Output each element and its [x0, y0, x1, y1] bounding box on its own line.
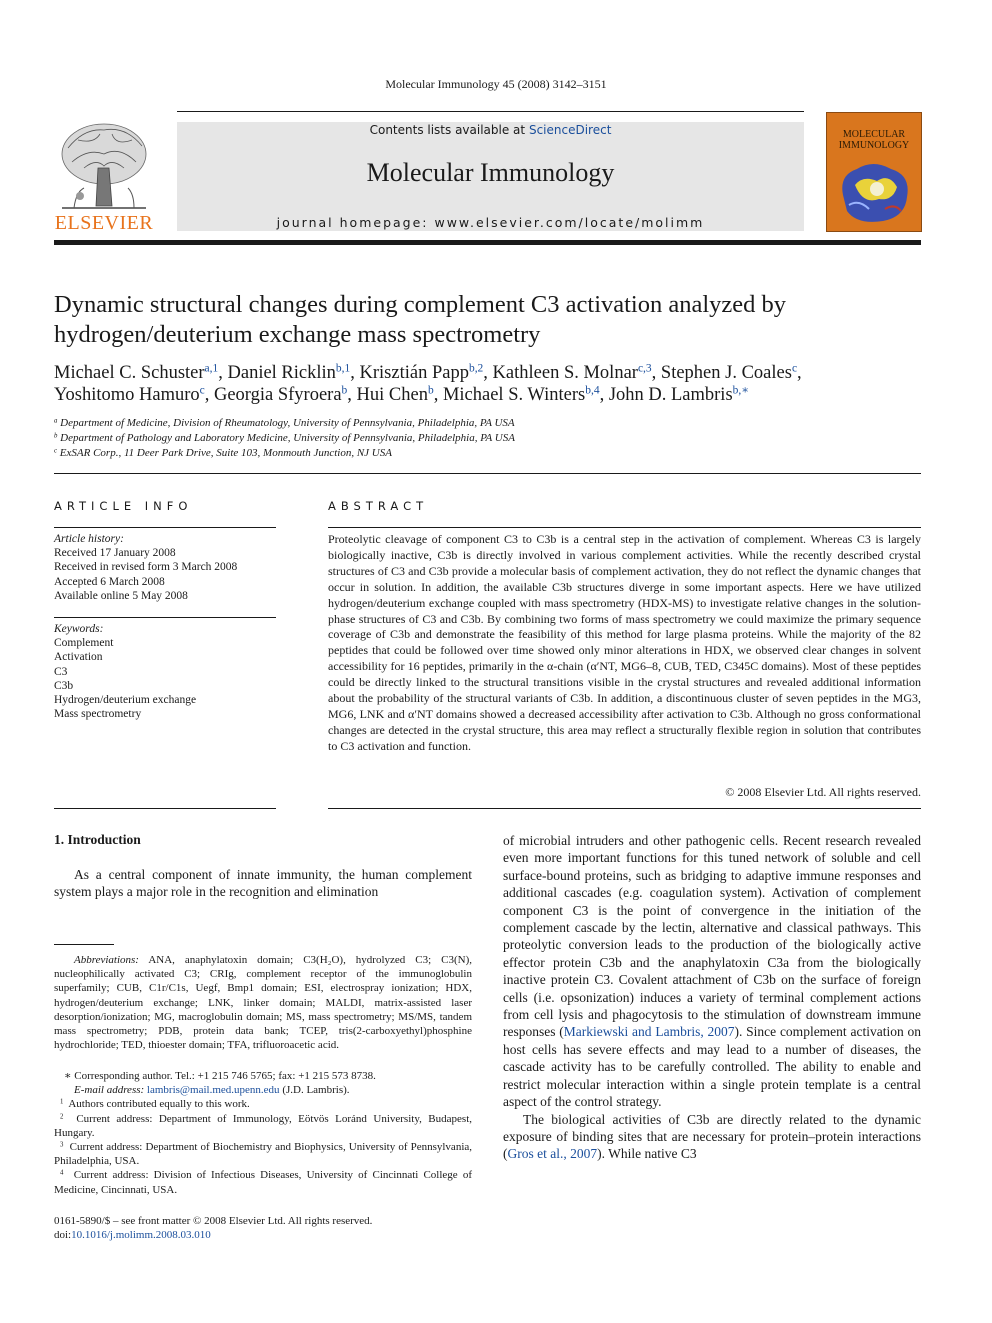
author-affiliation-marker[interactable]: b	[427, 384, 434, 397]
affiliation-rule	[54, 473, 921, 474]
author: Daniel Ricklin$^{b,1}$,	[227, 362, 360, 383]
author-affiliation-marker[interactable]: c	[791, 362, 798, 375]
introduction-para-3: The biological activities of C3b are directly related to the dynamic exposure of binding sites that are necessary for protein–protein interactions (Gros et al., 2007). While native C3	[503, 1111, 921, 1162]
history-received: Received 17 January 2008	[54, 547, 176, 560]
contents-line	[177, 123, 804, 137]
history-accepted: Accepted 6 March 2008	[54, 575, 165, 588]
abbreviations-label: Abbreviations:	[74, 954, 139, 966]
author-name: Kathleen S. Molnar	[492, 363, 638, 383]
title-line-1: Dynamic structural changes during complement C3 activation analyzed by	[54, 291, 787, 318]
author: Michael C. Schuster$^{a,1}$,	[54, 362, 228, 383]
author-name: Stephen J. Coales	[660, 363, 792, 383]
sciencedirect-link[interactable]: ScienceDirect	[528, 123, 612, 137]
issn-line: 0161-5890/$ – see front matter © 2008 Elsevier Ltd. All rights reserved.	[54, 1215, 373, 1227]
masthead-box	[177, 122, 804, 231]
author: Krisztián Papp$^{b,2}$,	[359, 362, 493, 383]
author-name: Michael C. Schuster	[54, 363, 205, 383]
article-title	[54, 290, 924, 350]
keywords-label: Keywords:	[54, 623, 104, 635]
cover-title-line2: IMMUNOLOGY	[838, 140, 910, 151]
author-name: John D. Lambris	[608, 385, 733, 405]
footnote-3: $^3$ Current address: Department of Biochemistry and Biophysics, University of Pennsylvania, Philadelphia, USA.	[54, 1141, 473, 1168]
author: Stephen J. Coales$^c$,	[660, 362, 802, 383]
masthead-thick-rule	[54, 240, 921, 245]
footnote-1: $^1$ Authors contributed equally to this work.	[60, 1098, 250, 1111]
keyword: Activation	[54, 651, 103, 664]
author-list	[54, 362, 924, 406]
abbreviations-footnote	[54, 953, 472, 1052]
abbreviations-text: ANA, anaphylatoxin domain; C3(H₂O), hydrolyzed C3; C3(N), nucleophilically activated C3; CRIg, complement receptor of the immunoglobulin superfamily; CUB, C1r/C1s, Uegf, Bmp1 domain; ESI, electrospray ionization; HDX, hydrogen/deuterium exchange; LNK, linker domain; MALDI, matrix-assisted laser desorption/ionization; MG, macroglobulin domain; MS, mass spectrometry; MS/MS, tandem mass spectrometry; PDB, protein data bank; TCEP, tris(2-carboxyethyl)phosphine hydrochloride; TED, thioester domain; TFA, trifluoroacetic acid.	[54, 954, 472, 1052]
author	[609, 385, 749, 405]
affiliation-c: $^c$ ExSAR Corp., 11 Deer Park Drive, Suite 103, Monmouth Junction, NJ USA	[54, 447, 392, 459]
footnote-rule	[54, 944, 114, 945]
author-footnotes	[54, 1069, 472, 1197]
affiliation-b: $^b$ Department of Pathology and Laboratory Medicine, University of Pennsylvania, Philadelphia, PA USA	[54, 432, 515, 444]
history-online: Available online 5 May 2008	[54, 589, 188, 602]
author-name: Daniel Ricklin	[227, 363, 336, 383]
cover-title	[827, 129, 921, 151]
email-link[interactable]: lambris@mail.med.upenn.edu	[146, 1084, 280, 1097]
article-info-rule-1	[54, 527, 276, 528]
journal-title: Molecular Immunology	[366, 158, 615, 187]
abstract-rule-bottom	[328, 808, 921, 809]
keyword: C3	[54, 665, 68, 678]
introduction-para-2: of microbial intruders and other pathogenic cells. Recent research revealed even more important functions for this tuned network of soluble and cell surface-bound proteins, such as bridging to adaptive immune responses and additional cascades (e.g. coagulation system). Activation of complement component C3 is the point of convergence in the initiation of the complement cascade by the lectin, alternative and classical pathways. This proteolytic conversion leads to the production of the biologically active effector protein C3b and the anaphylatoxin C3a from the biologically inactive protein C3. Covalent attachment of C3b on the surface of foreign cells (i.e. opsonization) induces a variety of terminal complement actions from cell lysis and phagocytosis to the stimulation of downstream immune responses (Markiewski and Lambris, 2007). Since complement activation on host cells has severe effects and may lead to a number of diseases, the cascade activity has to be carefully controlled. The ability to enable and restrict molecular interaction within a single protein template is a central aspect of the control strategy.	[503, 833, 921, 1110]
author-affiliation-marker[interactable]: b,1	[335, 362, 351, 375]
keyword: Hydrogen/deuterium exchange	[54, 694, 197, 707]
abstract-text: Proteolytic cleavage of component C3 to C3b is a central step in the activation of complement. Whereas C3 is largely biologically inactive, C3b is directly involved in various complement activities. While the recently described crystal structures of C3 and C3b provide a molecular basis of complement activation, they do not reflect the dynamic changes that occur in solution. In addition, the available C3b structures diverge in some important aspects. Here we have utilized hydrogen/deuterium exchange coupled with mass spectrometry (HDX-MS) to investigate relative changes in the solution-phase structures of C3 and C3b. By combining two forms of mass spectrometry we could maximize the primary sequence coverage of C3b and demonstrate the feasibility of this method for large plasma proteins. While the majority of the 82 peptides that could be followed over time showed only minor alterations in HDX, we observed clear changes in solvent accessibility for 16 peptides, primarily in the α-chain (α′NT, MG6–8, CUB, TED, C345C domains). Most of these peptides could be directly linked to the structural transitions visible in the crystal structures and revealed additional information about the probability of the structural variants of C3b. In addition, a discontinuous cluster of seven peptides in the MG3, MG6, LNK and α′NT domains showed a decreased accessibility after activation to C3b. Although no gross conformational changes are detected in the crystal structure, this area may reflect a structurally flexible region in solution that contributes to C3 activation and function.	[328, 532, 921, 753]
author-affiliation-marker[interactable]: c	[199, 384, 205, 397]
affiliations	[54, 416, 924, 461]
journal-cover	[826, 112, 922, 232]
introduction-right-column	[503, 832, 921, 1163]
history-label: Article history:	[54, 533, 124, 545]
author-line-2	[54, 384, 924, 406]
title-line-2: hydrogen/deuterium exchange mass spectrometry	[54, 321, 541, 348]
author-affiliation-marker[interactable]: b,4	[585, 384, 600, 397]
article-info-rule-3	[54, 808, 276, 809]
author-line-1	[54, 362, 924, 384]
author-name: Georgia Sfyroera	[213, 385, 342, 405]
publication-info	[54, 1214, 472, 1242]
corresponding-note: ∗ Corresponding author. Tel.: +1 215 746 5765; fax: +1 215 573 8738.	[64, 1070, 376, 1082]
author-affiliation-marker[interactable]: c,3	[637, 362, 652, 375]
author-affiliation-marker[interactable]: b,∗	[732, 384, 750, 397]
author-name: Krisztián Papp	[359, 363, 469, 383]
cover-protein-image-icon	[833, 155, 915, 227]
footnote-4: $^4$ Current address: Division of Infectious Diseases, University of Cincinnati College of Medicine, Cincinnati, USA.	[54, 1169, 472, 1196]
introduction-para-1: As a central component of innate immunity, the human complement system plays a major role in the recognition and elimination	[54, 867, 472, 900]
header-rule	[177, 111, 804, 112]
journal-homepage[interactable]: journal homepage: www.elsevier.com/locate/molimm	[276, 215, 705, 230]
article-info-heading: ARTICLE INFO	[54, 499, 193, 513]
author-affiliation-marker[interactable]: a,1	[204, 362, 219, 375]
author-affiliation-marker[interactable]: b	[341, 384, 348, 397]
author-name: Hui Chen	[356, 385, 428, 405]
doi-line: doi:10.1016/j.molimm.2008.03.010	[54, 1229, 211, 1242]
elsevier-tree-icon	[54, 118, 154, 214]
article-history	[54, 532, 276, 603]
copyright-notice: © 2008 Elsevier Ltd. All rights reserved.	[725, 785, 921, 799]
keyword: C3b	[54, 679, 74, 692]
keyword: Mass spectrometry	[54, 708, 142, 721]
author: Michael S. Winters$^{b,4}$,	[442, 384, 609, 405]
abstract-heading: ABSTRACT	[328, 499, 429, 513]
email-note: E-mail address: lambris@mail.med.upenn.edu (J.D. Lambris).	[74, 1084, 350, 1097]
author-name: Michael S. Winters	[442, 385, 586, 405]
author: Georgia Sfyroera$^b$,	[213, 384, 357, 405]
citation-gros[interactable]: Gros et al., 2007	[507, 1146, 598, 1162]
author: Hui Chen$^b$,	[356, 384, 443, 405]
affiliation-a: $^a$ Department of Medicine, Division of Rheumatology, University of Pennsylvania, Philadelphia, PA USA	[54, 417, 515, 429]
author: Kathleen S. Molnar$^{c,3}$,	[492, 362, 661, 383]
citation-markiewski[interactable]: Markiewski and Lambris, 2007	[563, 1024, 735, 1040]
doi-link[interactable]: 10.1016/j.molimm.2008.03.010	[71, 1229, 211, 1242]
elsevier-wordmark: ELSEVIER	[54, 212, 154, 234]
abstract-rule-top	[328, 527, 921, 528]
keyword: Complement	[54, 637, 114, 650]
keywords	[54, 622, 276, 721]
running-header: Molecular Immunology 45 (2008) 3142–3151	[385, 77, 607, 91]
history-revised: Received in revised form 3 March 2008	[54, 561, 238, 574]
author-name: Yoshitomo Hamuro	[54, 385, 200, 405]
author-affiliation-marker[interactable]: b,2	[468, 362, 484, 375]
article-info-rule-2	[54, 617, 276, 618]
author: Yoshitomo Hamuro$^c$,	[54, 384, 214, 405]
footnote-2: $^2$ Current address: Department of Immunology, Eötvös Loránd University, Budapest, Hungary.	[54, 1112, 472, 1139]
introduction-heading: 1. Introduction	[54, 832, 141, 847]
contents-prefix: Contents lists available at	[369, 123, 526, 137]
elsevier-logo	[54, 118, 154, 234]
cover-title-line1: MOLECULAR	[842, 129, 906, 140]
